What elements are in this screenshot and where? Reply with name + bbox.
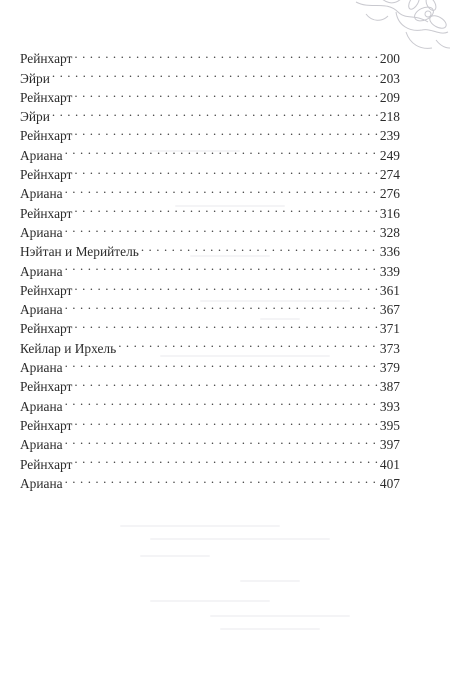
- toc-entry-title: Эйри: [20, 70, 50, 86]
- table-of-contents: [20, 44, 400, 491]
- toc-entry: [20, 449, 400, 472]
- toc-entry-page-number: 397: [379, 437, 400, 453]
- toc-entry-page-number: 373: [379, 340, 400, 356]
- toc-entry-title: Ариана: [20, 147, 63, 163]
- toc-entry-title: Рейнхарт: [20, 456, 73, 472]
- toc-entry-title: Рейнхарт: [20, 89, 73, 105]
- toc-entry-page-number: 401: [379, 456, 400, 472]
- toc-entry-page-number: 371: [379, 321, 400, 337]
- toc-entry-page-number: 361: [379, 282, 400, 298]
- toc-entry: [20, 121, 400, 144]
- toc-entry: [20, 160, 400, 183]
- toc-entry-page-number: 339: [379, 263, 400, 279]
- toc-entry: [20, 333, 400, 356]
- toc-entry: [20, 411, 400, 433]
- toc-dot-leader: [65, 218, 379, 237]
- toc-entry-title: Рейнхарт: [20, 321, 73, 337]
- toc-entry-title: Ариана: [20, 475, 63, 491]
- toc-dot-leader: [74, 44, 379, 63]
- toc-dot-leader: [65, 256, 379, 275]
- toc-dot-leader: [65, 295, 379, 314]
- toc-entry: [20, 430, 400, 453]
- toc-entry-page-number: 379: [379, 360, 400, 376]
- toc-dot-leader: [65, 391, 379, 410]
- toc-entry-page-number: 203: [379, 70, 400, 86]
- toc-entry-title: Рейнхарт: [20, 282, 73, 298]
- toc-entry-title: Рейнхарт: [20, 379, 73, 395]
- toc-dot-leader: [52, 63, 379, 82]
- toc-dot-leader: [74, 121, 379, 140]
- toc-entry: [20, 314, 400, 337]
- toc-dot-leader: [74, 314, 379, 333]
- toc-entry-title: Рейнхарт: [20, 205, 73, 221]
- toc-entry-page-number: 276: [379, 186, 400, 202]
- toc-entry-page-number: 274: [379, 167, 400, 183]
- toc-dot-leader: [74, 449, 379, 468]
- toc-dot-leader: [74, 276, 379, 295]
- toc-entry: [20, 218, 400, 240]
- toc-dot-leader: [74, 411, 379, 430]
- toc-dot-leader: [65, 430, 379, 449]
- toc-entry: [20, 102, 400, 125]
- toc-entry-title: Рейнхарт: [20, 167, 73, 183]
- toc-entry-title: Кейлар и Ирхель: [20, 340, 117, 356]
- toc-entry-page-number: 218: [379, 109, 400, 125]
- toc-entry-title: Нэйтан и Мерийтель: [20, 244, 139, 260]
- toc-entry-title: Эйри: [20, 109, 50, 125]
- toc-dot-leader: [65, 353, 379, 372]
- toc-entry-page-number: 249: [379, 147, 400, 163]
- toc-dot-leader: [65, 469, 379, 488]
- toc-entry: [20, 276, 400, 298]
- toc-dot-leader: [74, 198, 379, 217]
- toc-dot-leader: [74, 83, 379, 102]
- toc-entry-page-number: 209: [379, 89, 400, 105]
- toc-entry-page-number: 336: [379, 244, 400, 260]
- toc-dot-leader: [52, 102, 379, 121]
- toc-entry: [20, 353, 400, 376]
- toc-dot-leader: [65, 179, 379, 198]
- toc-entry-title: Ариана: [20, 360, 63, 376]
- toc-entry: [20, 469, 400, 491]
- toc-entry-page-number: 200: [379, 51, 400, 67]
- toc-entry-page-number: 393: [379, 398, 400, 414]
- toc-entry-title: Ариана: [20, 302, 63, 318]
- toc-entry-page-number: 395: [379, 417, 400, 433]
- toc-entry: [20, 295, 400, 318]
- toc-entry-page-number: 239: [379, 128, 400, 144]
- toc-entry-page-number: 367: [379, 302, 400, 318]
- toc-entry: [20, 179, 400, 202]
- toc-entry: [20, 63, 400, 86]
- toc-entry-page-number: 328: [379, 224, 400, 240]
- toc-entry-page-number: 316: [379, 205, 400, 221]
- toc-dot-leader: [74, 372, 379, 391]
- toc-entry: [20, 198, 400, 221]
- toc-entry: [20, 372, 400, 395]
- toc-entry: [20, 140, 400, 163]
- toc-entry-title: Ариана: [20, 398, 63, 414]
- toc-entry: [20, 83, 400, 105]
- toc-entry-page-number: 407: [379, 475, 400, 491]
- toc-entry-title: Ариана: [20, 186, 63, 202]
- toc-entry-title: Ариана: [20, 263, 63, 279]
- toc-entry-page-number: 387: [379, 379, 400, 395]
- toc-entry-title: Рейнхарт: [20, 128, 73, 144]
- toc-entry-title: Рейнхарт: [20, 51, 73, 67]
- toc-entry: [20, 44, 400, 67]
- toc-entry-title: Рейнхарт: [20, 417, 73, 433]
- toc-dot-leader: [65, 140, 379, 159]
- toc-entry: [20, 391, 400, 414]
- toc-entry-title: Ариана: [20, 437, 63, 453]
- toc-entry: [20, 256, 400, 279]
- toc-dot-leader: [118, 333, 379, 352]
- toc-dot-leader: [141, 237, 379, 256]
- toc-entry-title: Ариана: [20, 224, 63, 240]
- toc-entry: [20, 237, 400, 260]
- toc-dot-leader: [74, 160, 379, 179]
